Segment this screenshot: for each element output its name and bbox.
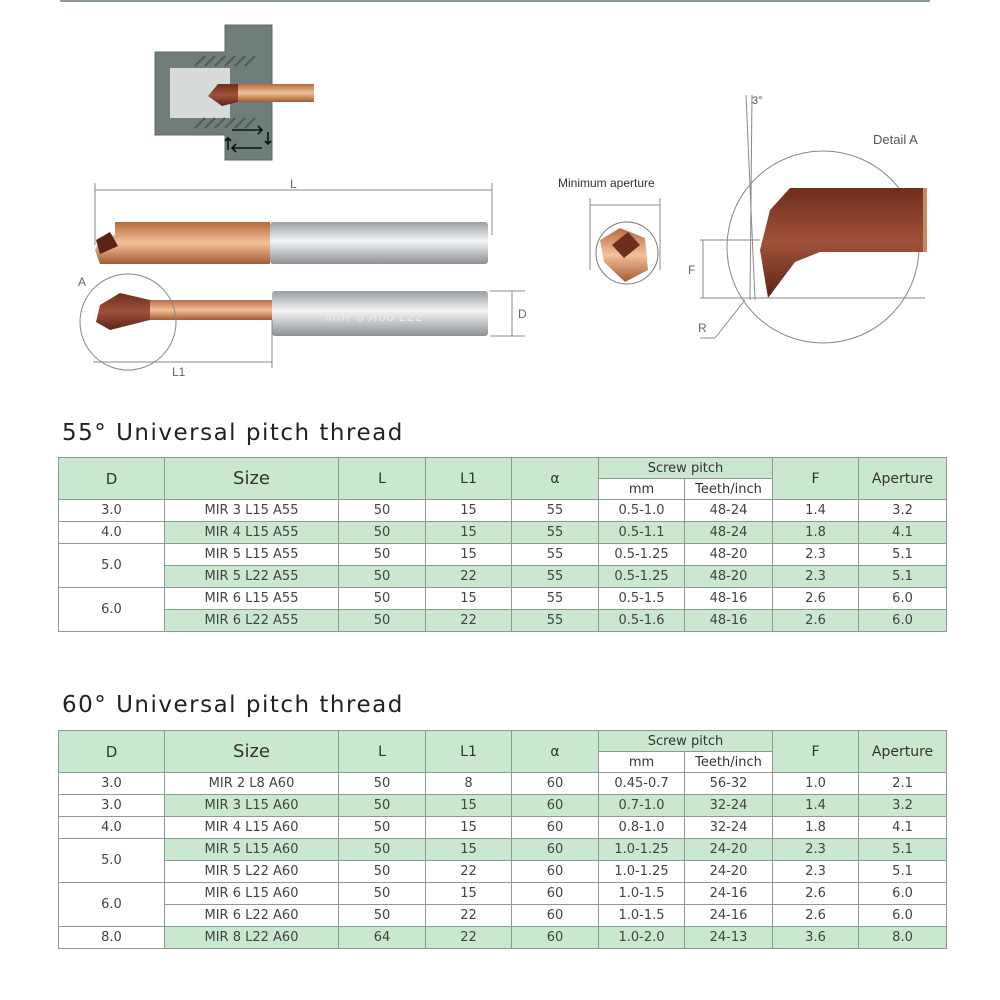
cell-d: 5.0 xyxy=(59,544,165,588)
cell-f: 2.6 xyxy=(773,588,859,610)
cell-l1: 8 xyxy=(426,773,512,795)
header-size: Size xyxy=(165,731,339,773)
cell-size: MIR 3 L15 A60 xyxy=(165,795,339,817)
table-row xyxy=(59,544,947,566)
cell-size: MIR 5 L15 A60 xyxy=(165,839,339,861)
cell-ap: 4.1 xyxy=(859,817,947,839)
cell-tpi: 32-24 xyxy=(685,795,773,817)
cell-ap: 2.1 xyxy=(859,773,947,795)
header-l: L xyxy=(339,731,426,773)
cell-d: 4.0 xyxy=(59,817,165,839)
header-screw-pitch: Screw pitch xyxy=(599,458,773,479)
cell-alpha: 55 xyxy=(512,588,599,610)
cell-alpha: 55 xyxy=(512,500,599,522)
cell-l1: 15 xyxy=(426,522,512,544)
cell-alpha: 60 xyxy=(512,773,599,795)
table-row xyxy=(59,566,947,588)
cell-mm: 0.5-1.25 xyxy=(599,566,685,588)
cell-l: 50 xyxy=(339,566,426,588)
cell-mm: 0.45-0.7 xyxy=(599,773,685,795)
cell-alpha: 60 xyxy=(512,839,599,861)
cell-size: MIR 6 L22 A55 xyxy=(165,610,339,632)
cell-tpi: 24-20 xyxy=(685,861,773,883)
table-row xyxy=(59,522,947,544)
cell-size: MIR 6 L15 A60 xyxy=(165,883,339,905)
table60-title: 60° Universal pitch thread xyxy=(62,692,404,718)
cell-ap: 5.1 xyxy=(859,861,947,883)
header-tpi: Teeth/inch xyxy=(685,752,773,773)
cell-l: 50 xyxy=(339,588,426,610)
cell-l1: 15 xyxy=(426,839,512,861)
cell-l1: 22 xyxy=(426,861,512,883)
cell-f: 1.4 xyxy=(773,795,859,817)
cell-l1: 15 xyxy=(426,588,512,610)
cell-f: 2.3 xyxy=(773,861,859,883)
cell-f: 1.8 xyxy=(773,817,859,839)
cell-f: 1.0 xyxy=(773,773,859,795)
cell-ap: 5.1 xyxy=(859,544,947,566)
cell-l: 50 xyxy=(339,839,426,861)
cell-l: 50 xyxy=(339,773,426,795)
cell-f: 2.6 xyxy=(773,883,859,905)
table-row xyxy=(59,773,947,795)
cell-l1: 22 xyxy=(426,927,512,949)
header-l: L xyxy=(339,458,426,500)
tool-top-view xyxy=(96,291,488,336)
cell-f: 2.3 xyxy=(773,839,859,861)
cell-size: MIR 6 L22 A60 xyxy=(165,905,339,927)
cell-d: 5.0 xyxy=(59,839,165,883)
cell-mm: 1.0-1.25 xyxy=(599,839,685,861)
cell-l1: 22 xyxy=(426,610,512,632)
cell-size: MIR 8 L22 A60 xyxy=(165,927,339,949)
cell-mm: 0.5-1.25 xyxy=(599,544,685,566)
cell-size: MIR 5 L15 A55 xyxy=(165,544,339,566)
cell-l1: 15 xyxy=(426,544,512,566)
cell-l1: 22 xyxy=(426,905,512,927)
label-L: L xyxy=(290,177,297,191)
cell-l1: 15 xyxy=(426,883,512,905)
table-row xyxy=(59,839,947,861)
cell-size: MIR 4 L15 A60 xyxy=(165,817,339,839)
header-d: D xyxy=(59,458,165,500)
cell-size: MIR 2 L8 A60 xyxy=(165,773,339,795)
cell-alpha: 55 xyxy=(512,610,599,632)
header-mm: mm xyxy=(599,479,685,500)
angle-label: 3° xyxy=(752,95,763,107)
tool-diagram xyxy=(0,0,1000,410)
label-R: R xyxy=(698,321,707,335)
cell-tpi: 48-24 xyxy=(685,500,773,522)
cell-l: 50 xyxy=(339,883,426,905)
header-f: F xyxy=(773,458,859,500)
cell-tpi: 48-20 xyxy=(685,566,773,588)
cell-size: MIR 5 L22 A60 xyxy=(165,861,339,883)
cell-l: 50 xyxy=(339,544,426,566)
cell-alpha: 55 xyxy=(512,522,599,544)
cell-l: 50 xyxy=(339,610,426,632)
cell-l: 50 xyxy=(339,905,426,927)
cell-l: 50 xyxy=(339,861,426,883)
tool-side-view xyxy=(95,222,488,264)
header-screw-pitch: Screw pitch xyxy=(599,731,773,752)
header-alpha: α xyxy=(512,731,599,773)
header-l1: L1 xyxy=(426,458,512,500)
cell-f: 2.3 xyxy=(773,544,859,566)
cell-tpi: 48-20 xyxy=(685,544,773,566)
cell-tpi: 48-24 xyxy=(685,522,773,544)
label-A: A xyxy=(78,275,87,289)
table55-title: 55° Universal pitch thread xyxy=(62,420,404,446)
table55 xyxy=(58,457,947,632)
cell-tpi: 24-13 xyxy=(685,927,773,949)
cell-l1: 15 xyxy=(426,795,512,817)
cell-l: 64 xyxy=(339,927,426,949)
cell-size: MIR 3 L15 A55 xyxy=(165,500,339,522)
min-aperture-label: Minimum aperture xyxy=(558,176,655,190)
cell-f: 1.4 xyxy=(773,500,859,522)
cell-size: MIR 4 L15 A55 xyxy=(165,522,339,544)
cell-ap: 6.0 xyxy=(859,588,947,610)
cell-d: 6.0 xyxy=(59,588,165,632)
table-row xyxy=(59,500,947,522)
cell-mm: 0.5-1.0 xyxy=(599,500,685,522)
header-alpha: α xyxy=(512,458,599,500)
cell-tpi: 56-32 xyxy=(685,773,773,795)
cell-tpi: 24-16 xyxy=(685,883,773,905)
header-tpi: Teeth/inch xyxy=(685,479,773,500)
cell-alpha: 60 xyxy=(512,861,599,883)
cell-size: MIR 5 L22 A55 xyxy=(165,566,339,588)
cell-l: 50 xyxy=(339,500,426,522)
cell-mm: 0.5-1.6 xyxy=(599,610,685,632)
cell-d: 4.0 xyxy=(59,522,165,544)
cell-l: 50 xyxy=(339,795,426,817)
header-l1: L1 xyxy=(426,731,512,773)
cell-l1: 15 xyxy=(426,817,512,839)
cell-f: 2.6 xyxy=(773,610,859,632)
cell-alpha: 60 xyxy=(512,927,599,949)
table-row xyxy=(59,817,947,839)
cell-d: 3.0 xyxy=(59,500,165,522)
cell-mm: 0.7-1.0 xyxy=(599,795,685,817)
cell-alpha: 60 xyxy=(512,795,599,817)
cell-mm: 0.8-1.0 xyxy=(599,817,685,839)
cell-tpi: 48-16 xyxy=(685,588,773,610)
cell-mm: 0.5-1.1 xyxy=(599,522,685,544)
cell-l: 50 xyxy=(339,817,426,839)
header-size: Size xyxy=(165,458,339,500)
table-row xyxy=(59,795,947,817)
cell-ap: 3.2 xyxy=(859,500,947,522)
header-f: F xyxy=(773,731,859,773)
cell-l1: 15 xyxy=(426,500,512,522)
cell-mm: 1.0-1.5 xyxy=(599,883,685,905)
cell-alpha: 55 xyxy=(512,566,599,588)
table-row xyxy=(59,588,947,610)
cell-ap: 6.0 xyxy=(859,883,947,905)
cell-size: MIR 6 L15 A55 xyxy=(165,588,339,610)
cell-ap: 6.0 xyxy=(859,610,947,632)
cell-mm: 1.0-1.5 xyxy=(599,905,685,927)
cell-d: 3.0 xyxy=(59,795,165,817)
cell-f: 2.6 xyxy=(773,905,859,927)
cell-tpi: 32-24 xyxy=(685,817,773,839)
cell-tpi: 24-20 xyxy=(685,839,773,861)
cell-alpha: 60 xyxy=(512,817,599,839)
table-row xyxy=(59,861,947,883)
table-row xyxy=(59,883,947,905)
header-aperture: Aperture xyxy=(859,731,947,773)
table-row xyxy=(59,905,947,927)
cell-d: 8.0 xyxy=(59,927,165,949)
cell-mm: 1.0-1.25 xyxy=(599,861,685,883)
header-d: D xyxy=(59,731,165,773)
header-aperture: Aperture xyxy=(859,458,947,500)
cell-tpi: 24-16 xyxy=(685,905,773,927)
table-row xyxy=(59,610,947,632)
cell-ap: 4.1 xyxy=(859,522,947,544)
cell-f: 1.8 xyxy=(773,522,859,544)
cell-ap: 3.2 xyxy=(859,795,947,817)
label-D: D xyxy=(518,307,527,321)
label-F: F xyxy=(688,263,696,277)
header-mm: mm xyxy=(599,752,685,773)
cell-l: 50 xyxy=(339,522,426,544)
cell-alpha: 60 xyxy=(512,905,599,927)
cell-l1: 22 xyxy=(426,566,512,588)
cell-ap: 5.1 xyxy=(859,566,947,588)
cell-f: 3.6 xyxy=(773,927,859,949)
cell-ap: 5.1 xyxy=(859,839,947,861)
cell-ap: 6.0 xyxy=(859,905,947,927)
aperture-end-view xyxy=(596,222,658,284)
cell-mm: 1.0-2.0 xyxy=(599,927,685,949)
shank-marking: MIR 6 A60 L22 xyxy=(325,309,425,324)
table-row xyxy=(59,927,947,949)
cell-mm: 0.5-1.5 xyxy=(599,588,685,610)
cell-d: 3.0 xyxy=(59,773,165,795)
detail-a-label: Detail A xyxy=(873,132,918,147)
cell-tpi: 48-16 xyxy=(685,610,773,632)
cell-d: 6.0 xyxy=(59,883,165,927)
label-L1: L1 xyxy=(172,365,186,379)
cell-alpha: 55 xyxy=(512,544,599,566)
cell-alpha: 60 xyxy=(512,883,599,905)
table60 xyxy=(58,730,947,949)
cell-f: 2.3 xyxy=(773,566,859,588)
detail-a-tip xyxy=(760,188,925,298)
cell-ap: 8.0 xyxy=(859,927,947,949)
